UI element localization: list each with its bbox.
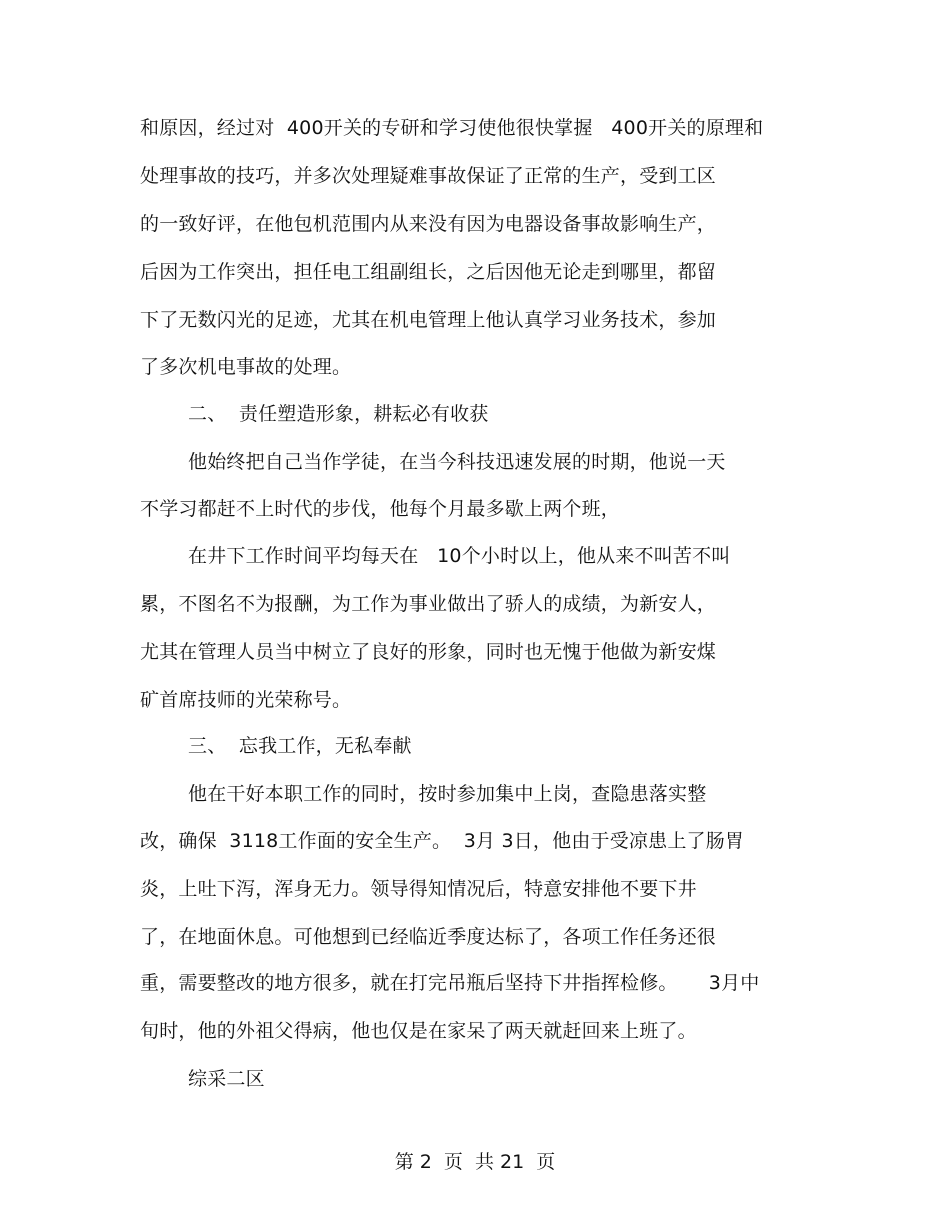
paragraph-line: 处理事故的技巧，并多次处理疑难事故保证了正常的生产，受到工区 — [140, 165, 717, 187]
paragraph-line: 不学习都赶不上时代的步伐，他每个月最多歇上两个班， — [140, 498, 621, 520]
paragraph-line: 下了无数闪光的足迹，尤其在机电管理上他认真学习业务技术，参加 — [140, 309, 717, 331]
paragraph-line: 了多次机电事故的处理。 — [140, 356, 352, 378]
paragraph-line: 后因为工作突出，担任电工组副组长，之后因他无论走到哪里，都留 — [140, 261, 717, 283]
paragraph-line: 在井下工作时间平均每天在 10个小时以上，他从来不叫苦不叫 — [188, 545, 731, 567]
paragraph-line: 了，在地面休息。可他想到已经临近季度达标了，各项工作任务还很 — [140, 926, 717, 948]
paragraph-line: 重，需要整改的地方很多，就在打完吊瓶后坚持下井指挥检修。 3月中 — [140, 972, 760, 994]
paragraph-line: 累，不图名不为报酬，为工作为事业做出了骄人的成绩，为新安人， — [140, 593, 717, 615]
paragraph-line: 的一致好评，在他包机范围内从来没有因为电器设备事故影响生产， — [140, 213, 717, 235]
paragraph-line: 他始终把自己当作学徒，在当今科技迅速发展的时期，他说一天 — [188, 451, 726, 473]
section-heading: 三、 忘我工作，无私奉献 — [188, 735, 412, 757]
paragraph-line: 改，确保 3118工作面的安全生产。 3月 3日，他由于受凉患上了肠胃 — [140, 830, 745, 852]
paragraph-line: 和原因，经过对 400开关的专研和学习使他很快掌握 400开关的原理和 — [140, 117, 764, 139]
paragraph-line: 尤其在管理人员当中树立了良好的形象，同时也无愧于他做为新安煤 — [140, 641, 717, 663]
paragraph-line: 旬时，他的外祖父得病，他也仅是在家呆了两天就赶回来上班了。 — [140, 1020, 697, 1042]
paragraph-line: 炎，上吐下泻，浑身无力。领导得知情况后，特意安排他不要下井 — [140, 878, 697, 900]
section-heading: 二、 责任塑造形象，耕耘必有收获 — [188, 403, 489, 425]
signature-line: 综采二区 — [188, 1068, 265, 1090]
page-number: 第 2 页 共 21 页 — [394, 1151, 556, 1173]
paragraph-line: 矿首席技师的光荣称号。 — [140, 689, 352, 711]
paragraph-line: 他在干好本职工作的同时，按时参加集中上岗，查隐患落实整 — [188, 783, 707, 805]
